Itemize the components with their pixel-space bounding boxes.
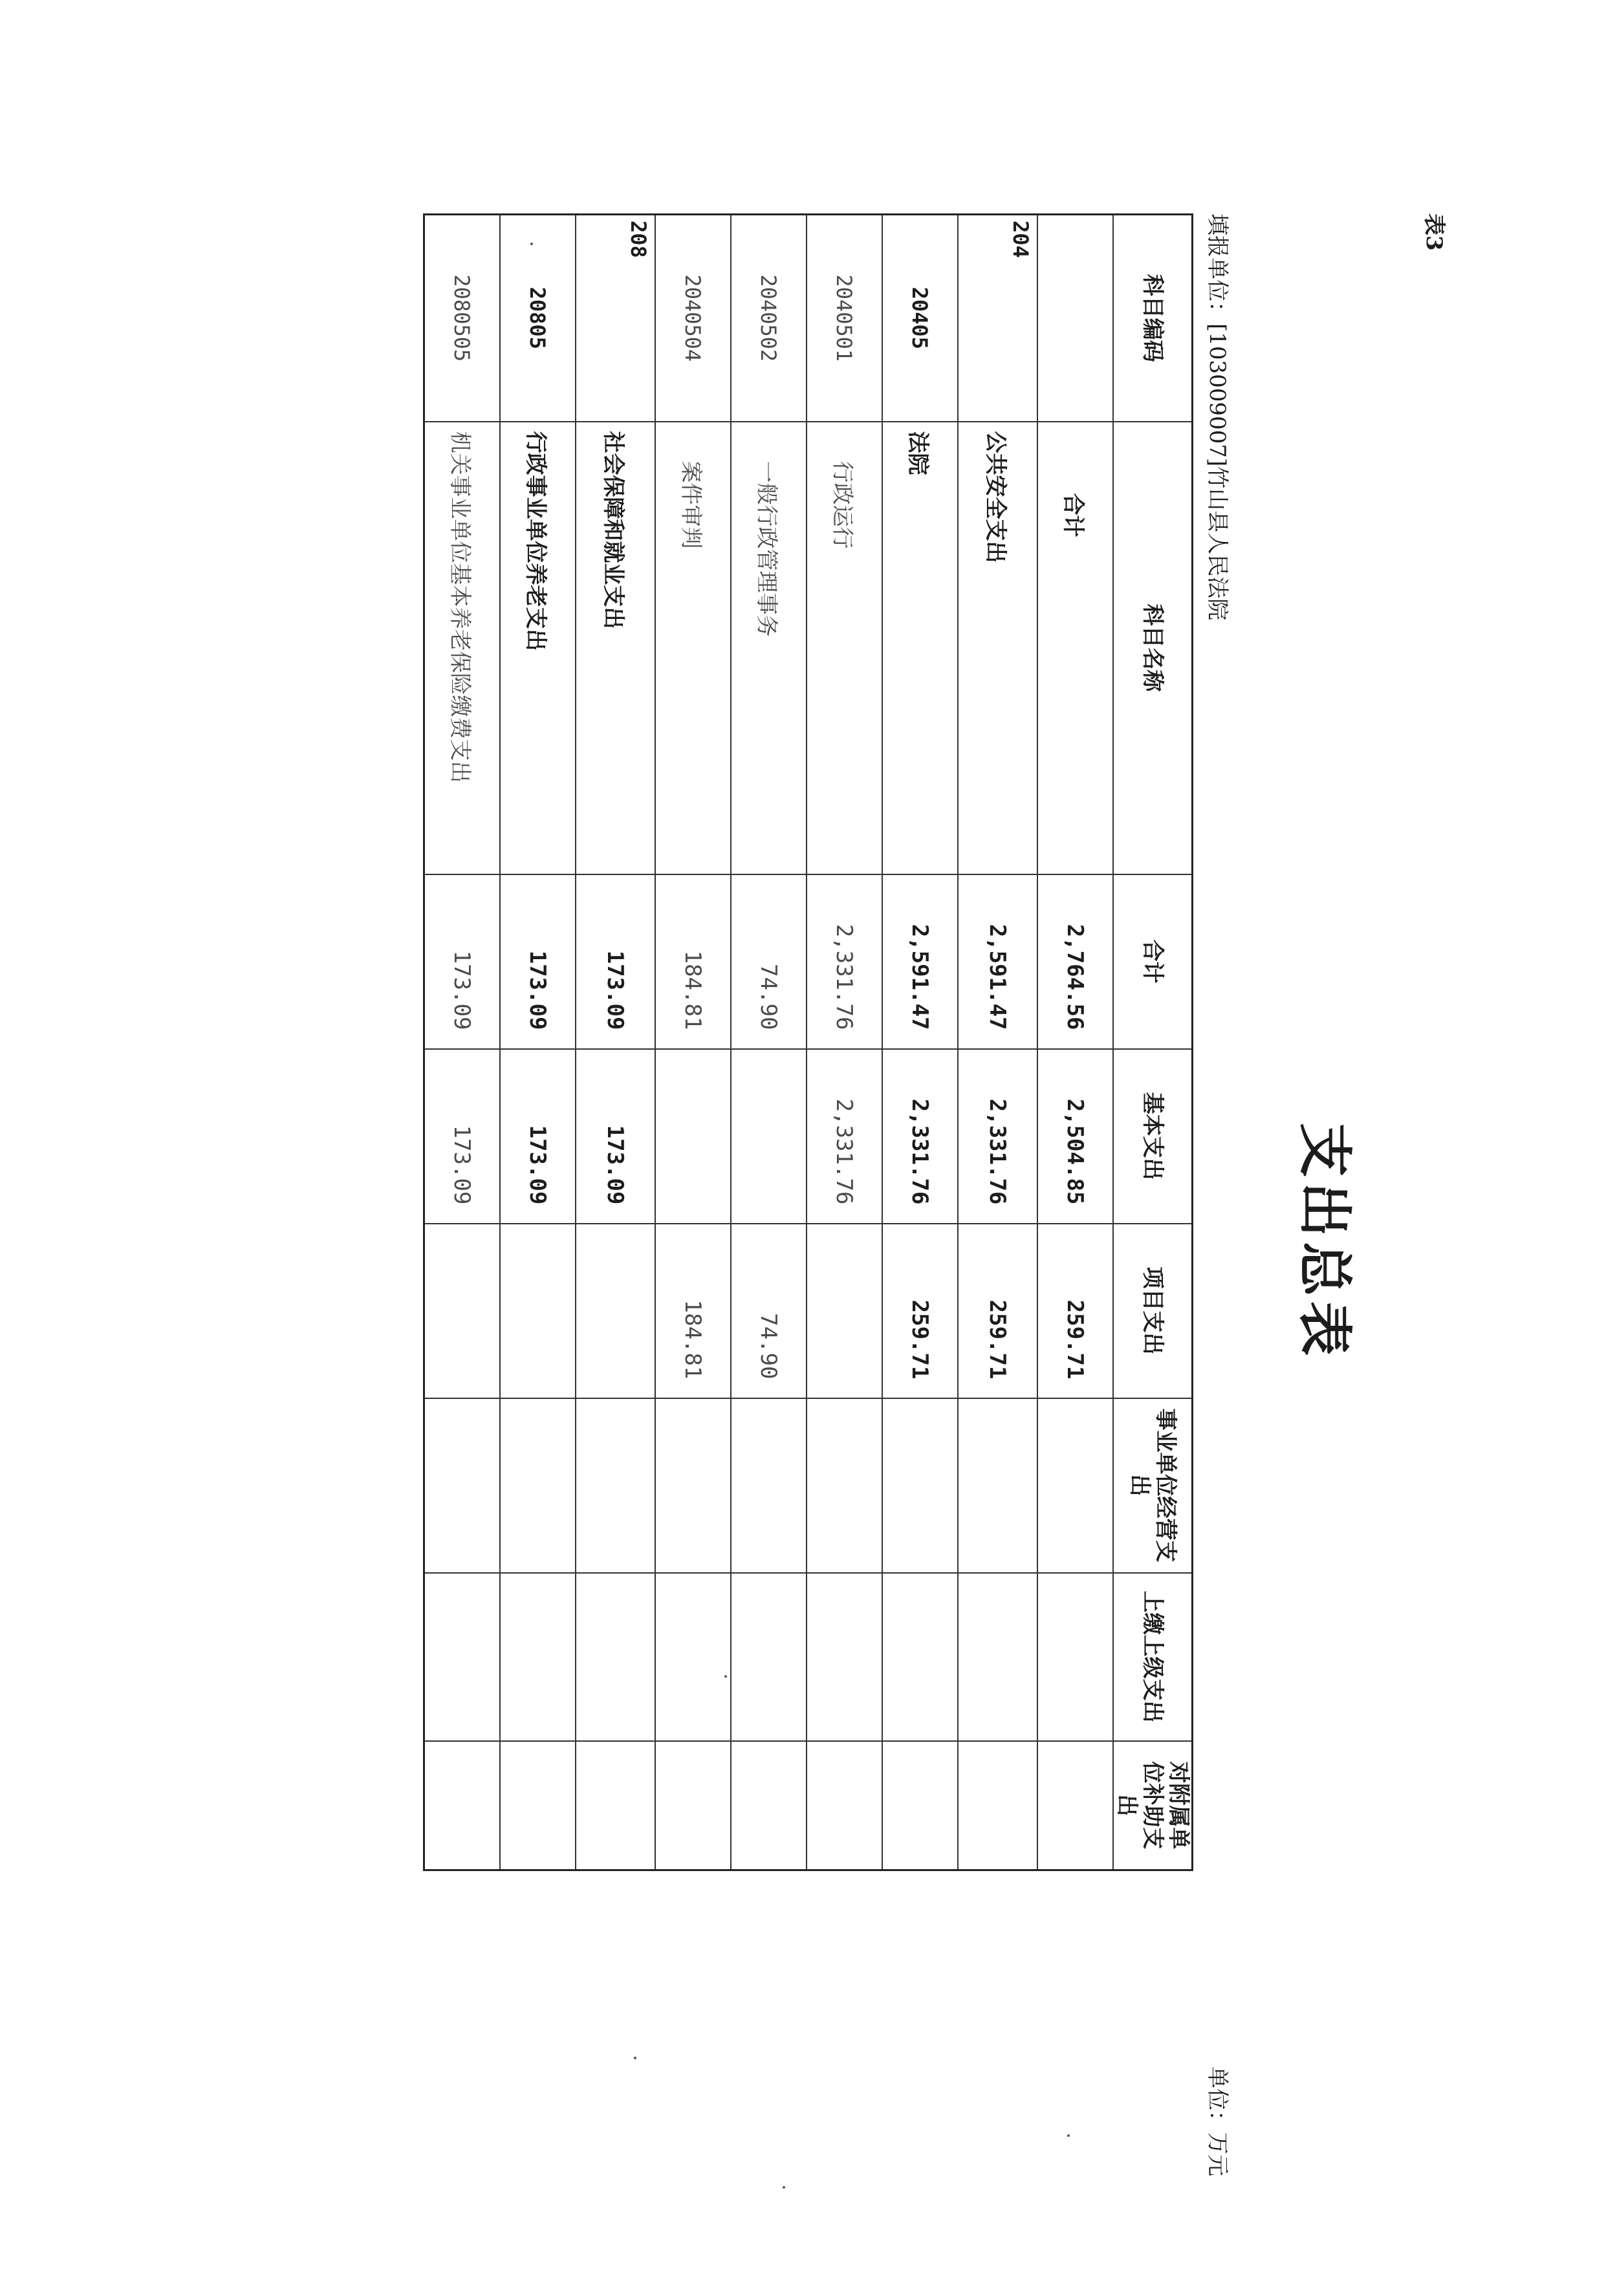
basic-cell: 2,504.85 [1037, 1049, 1113, 1224]
upper-cell [424, 1573, 501, 1741]
column-header: 上缴上级支出 [1113, 1573, 1193, 1741]
expenditure-summary-table [423, 213, 1193, 1871]
business-cell [576, 1398, 655, 1573]
upper-cell [731, 1573, 807, 1741]
name-cell: 行政事业单位养老支出 [500, 422, 576, 874]
basic-cell [655, 1049, 731, 1224]
code-cell: 2040504 [655, 215, 731, 422]
code-cell: 204 [958, 215, 1037, 422]
basic-cell: 173.09 [424, 1049, 501, 1224]
project-cell: 259.71 [882, 1224, 958, 1398]
document-title: 支出总表 [1293, 1122, 1357, 1361]
table-label: 表3 [1421, 213, 1447, 251]
total-cell: 173.09 [424, 874, 501, 1049]
subsidy-cell [500, 1741, 576, 1870]
project-cell [576, 1224, 655, 1398]
column-header: 基本支出 [1113, 1049, 1193, 1224]
column-header: 事业单位经营支出 [1113, 1398, 1193, 1573]
scan-speck [1067, 2134, 1070, 2137]
table-row [731, 215, 807, 1870]
project-cell: 74.90 [731, 1224, 807, 1398]
basic-cell: 173.09 [576, 1049, 655, 1224]
total-cell: 184.81 [655, 874, 731, 1049]
subsidy-cell [882, 1741, 958, 1870]
business-cell [500, 1398, 576, 1573]
table-row [576, 215, 655, 1870]
table-header-row [1113, 215, 1193, 1870]
business-cell [882, 1398, 958, 1573]
column-header: 项目支出 [1113, 1224, 1193, 1398]
total-cell: 2,591.47 [958, 874, 1037, 1049]
scan-speck [634, 2057, 636, 2059]
total-cell: 2,591.47 [882, 874, 958, 1049]
basic-cell: 2,331.76 [958, 1049, 1037, 1224]
column-header: 科目名称 [1113, 422, 1193, 874]
basic-cell: 2,331.76 [807, 1049, 882, 1224]
subsidy-cell [731, 1741, 807, 1870]
subsidy-cell [576, 1741, 655, 1870]
upper-cell [655, 1573, 731, 1741]
name-cell: 社会保障和就业支出 [576, 422, 655, 874]
code-cell: 208 [576, 215, 655, 422]
total-cell: 2,764.56 [1037, 874, 1113, 1049]
name-cell: 法院 [882, 422, 958, 874]
basic-cell: 173.09 [500, 1049, 576, 1224]
business-cell [1037, 1398, 1113, 1573]
business-cell [807, 1398, 882, 1573]
code-cell: 2080505 [424, 215, 501, 422]
table-row [655, 215, 731, 1870]
basic-cell [731, 1049, 807, 1224]
basic-cell: 2,331.76 [882, 1049, 958, 1224]
upper-cell [1037, 1573, 1113, 1741]
column-header: 科目编码 [1113, 215, 1193, 422]
rotated-document-sheet [262, 188, 1465, 2296]
table-row [1037, 215, 1113, 1870]
code-cell: 2040502 [731, 215, 807, 422]
subsidy-cell [958, 1741, 1037, 1870]
name-cell: 公共安全支出 [958, 422, 1037, 874]
scan-speck [783, 2186, 785, 2189]
upper-cell [958, 1573, 1037, 1741]
table-row [500, 215, 576, 1870]
total-cell: 74.90 [731, 874, 807, 1049]
total-cell: 173.09 [500, 874, 576, 1049]
project-cell [424, 1224, 501, 1398]
upper-cell [882, 1573, 958, 1741]
column-header: 合计 [1113, 874, 1193, 1049]
total-cell: 2,331.76 [807, 874, 882, 1049]
upper-cell [807, 1573, 882, 1741]
name-cell: 案件审判 [655, 422, 731, 874]
name-cell: 机关事业单位基本养老保险缴费支出 [424, 422, 501, 874]
project-cell [807, 1224, 882, 1398]
project-cell: 259.71 [958, 1224, 1037, 1398]
scan-speck [530, 243, 533, 245]
project-cell: 259.71 [1037, 1224, 1113, 1398]
upper-cell [500, 1573, 576, 1741]
name-cell: 一般行政管理事务 [731, 422, 807, 874]
table-row [807, 215, 882, 1870]
table-row [958, 215, 1037, 1870]
upper-cell [576, 1573, 655, 1741]
table-row [882, 215, 958, 1870]
subsidy-cell [424, 1741, 501, 1870]
subsidy-cell [1037, 1741, 1113, 1870]
code-cell: 20405 [882, 215, 958, 422]
unit-label: 单位：万元 [1204, 2066, 1230, 2176]
table-row [424, 215, 501, 1870]
business-cell [424, 1398, 501, 1573]
business-cell [958, 1398, 1037, 1573]
project-cell: 184.81 [655, 1224, 731, 1398]
subsidy-cell [655, 1741, 731, 1870]
filing-unit: 填报单位：[103009007]竹山县人民法院 [1204, 213, 1230, 621]
subsidy-cell [807, 1741, 882, 1870]
code-cell: 2040501 [807, 215, 882, 422]
name-cell: 行政运行 [807, 422, 882, 874]
total-cell: 173.09 [576, 874, 655, 1049]
code-cell [1037, 215, 1113, 422]
column-header: 对附属单位补助支出 [1113, 1741, 1193, 1870]
project-cell [500, 1224, 576, 1398]
business-cell [655, 1398, 731, 1573]
business-cell [731, 1398, 807, 1573]
name-cell: 合计 [1037, 422, 1113, 874]
scan-speck [724, 1675, 727, 1678]
code-cell: 20805 [500, 215, 576, 422]
